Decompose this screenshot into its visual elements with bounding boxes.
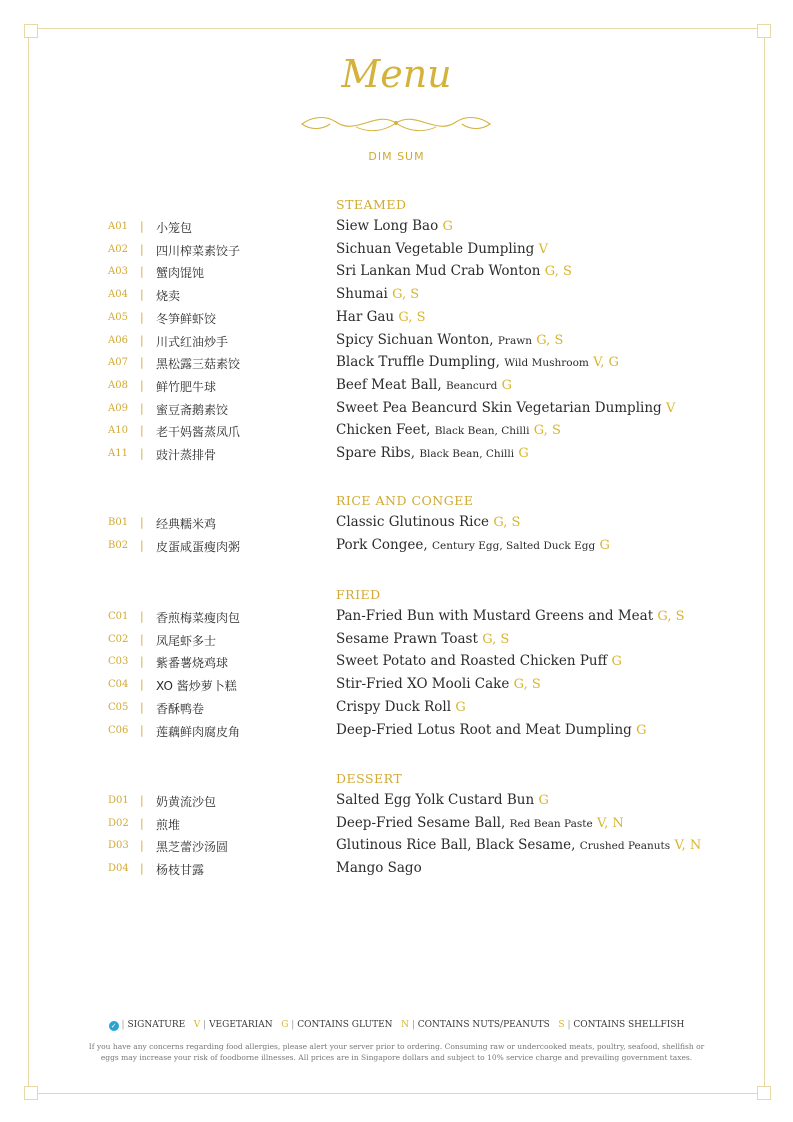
item-code: A02 [108,243,128,255]
item-name: Spare Ribs, [336,445,416,461]
item-dietary-tags: G, S [493,515,521,530]
item-chinese-name: 香酥鸭卷 [156,701,205,716]
item-name: Pan-Fried Bun with Mustard Greens and Meat [336,608,654,624]
item-english [336,218,453,234]
menu-item [0,309,793,329]
menu-item [0,377,793,397]
legend-signature: SIGNATURE [127,1020,186,1030]
menu-item [0,354,793,374]
item-description: Wild Mushroom [504,357,589,370]
item-code: A07 [108,357,128,369]
item-chinese-name: 鲜竹肥牛球 [156,379,217,394]
item-dietary-tags: V, G [593,355,619,371]
item-name: Black Truffle Dumpling, [336,354,500,371]
item-code: C04 [108,679,129,691]
separator: | [140,401,144,415]
item-name: Sweet Potato and Roasted Chicken Puff [336,653,608,670]
item-chinese-name: 香煎梅菜瘦肉包 [156,611,241,625]
item-dietary-tags: G [442,219,453,234]
flourish-icon [296,108,496,138]
item-name: Pork Congee, [336,536,428,553]
item-english [336,309,425,325]
item-name: Chicken Feet, [336,422,431,439]
item-dietary-tags: G, S [533,423,561,439]
item-name: Sesame Prawn Toast [336,630,478,647]
item-dietary-tags: G, S [544,264,572,280]
item-code: C01 [108,611,129,622]
separator: | [140,839,144,853]
section-title: FRIED [336,587,381,602]
item-dietary-tags: V [665,400,676,416]
menu-item [0,815,793,835]
menu-item [0,860,793,880]
item-chinese-name: 烧卖 [156,289,181,304]
item-name: Stir-Fried XO Mooli Cake [336,676,510,693]
section-title: STEAMED [336,197,407,212]
item-english [336,241,548,257]
item-name: Glutinous Rice Ball, Black Sesame, [336,837,576,854]
item-english [336,608,685,624]
item-name: Salted Egg Yolk Custard Bun [336,792,535,808]
item-code: C02 [108,633,129,645]
item-description: Crushed Peanuts [579,840,671,853]
item-code: D03 [108,840,129,852]
item-english [336,722,647,738]
corner-ornament [24,1086,38,1100]
item-english [336,792,549,808]
item-english [336,699,466,715]
menu-item [0,631,793,651]
item-chinese-name: 凤尾虾多士 [156,633,217,648]
separator: | [140,447,144,460]
menu-item [0,400,793,420]
item-english [336,815,624,831]
separator: | [140,333,144,347]
item-code: A09 [108,402,128,414]
item-dietary-tags: G [636,722,647,738]
item-code: A05 [108,311,128,323]
item-english [336,422,561,438]
item-code: D04 [108,863,129,875]
item-chinese-name: 蟹肉馄饨 [156,266,205,281]
item-dietary-tags: G, S [398,309,426,325]
menu-item [0,218,793,238]
item-description: Black Bean, Chilli [434,425,530,438]
separator: | [140,310,144,324]
separator: | [140,723,144,737]
item-dietary-tags: G [501,377,512,393]
legend-nuts: CONTAINS NUTS/PEANUTS [417,1020,550,1030]
item-name: Deep-Fried Lotus Root and Meat Dumpling [336,721,632,738]
item-name: Shumai [336,286,388,303]
item-dietary-tags: G, S [657,609,685,624]
item-chinese-name: 莲藕鲜肉腐皮角 [156,724,241,739]
separator: | [140,862,144,876]
item-chinese-name: 黑芝蕾沙汤圆 [156,840,229,855]
item-english [336,332,563,348]
item-chinese-name: 四川榨菜素饺子 [156,243,241,258]
item-code: A04 [108,289,128,301]
item-english [336,445,529,461]
item-chinese-name: XO 酱炒萝卜糕 [156,679,237,694]
menu-item [0,653,793,673]
separator: | [140,356,144,370]
item-code: A06 [108,334,128,346]
item-name: Classic Glutinous Rice [336,514,490,530]
item-english [336,377,512,393]
item-code: C03 [108,656,129,668]
item-description: Black Bean, Chilli [419,448,515,460]
separator: | [140,632,144,646]
item-dietary-tags: V, N [597,815,624,831]
menu-item [0,837,793,857]
item-dietary-tags: G [611,654,622,670]
menu-category: DIM SUM [368,150,425,163]
item-chinese-name: 小笼包 [156,221,193,235]
item-chinese-name: 紫番薯烧鸡球 [156,656,229,671]
item-name: Har Gau [336,308,395,325]
corner-ornament [757,1086,771,1100]
separator: | [140,378,144,392]
item-description: Beancurd [445,379,498,392]
legend-vegetarian: VEGETARIAN [209,1020,273,1030]
menu-item [0,422,793,442]
menu-item [0,537,793,557]
item-dietary-tags: V, N [674,838,702,854]
item-chinese-name: 川式红油炒手 [156,334,229,349]
item-chinese-name: 皮蛋咸蛋瘦肉粥 [156,539,241,554]
item-dietary-tags: G, S [392,287,420,303]
menu-item [0,445,793,465]
separator: | [140,700,144,714]
item-dietary-tags: G, S [536,332,564,348]
menu-item [0,792,793,812]
section-title: DESSERT [336,771,403,786]
menu-item [0,286,793,306]
item-name: Spicy Sichuan Wonton, [336,331,494,348]
menu-item [0,332,793,352]
item-code: C06 [108,724,129,736]
separator: | [140,816,144,830]
item-chinese-name: 蜜豆斋鹅素饺 [156,402,229,417]
separator: | [140,610,144,623]
item-name: Sweet Pea Beancurd Skin Vegetarian Dumpling [336,399,662,416]
separator: | [140,265,144,279]
menu-item [0,699,793,719]
check-circle-icon: ✓ [109,1021,119,1031]
legend-abbr: V [193,1020,201,1030]
item-dietary-tags: G, S [513,677,541,693]
menu-item [0,263,793,283]
item-code: A10 [108,425,128,437]
item-english [336,653,622,669]
item-dietary-tags: G [538,793,549,808]
item-chinese-name: 经典糯米鸡 [156,517,217,531]
item-dietary-tags: G [599,537,610,553]
item-name: Deep-Fried Sesame Ball, [336,814,506,831]
item-english [336,676,541,692]
corner-ornament [24,24,38,38]
item-chinese-name: 煎堆 [156,817,181,832]
item-code: A11 [108,448,128,459]
item-dietary-tags: G [455,699,466,715]
legend-abbr: N [401,1020,409,1030]
corner-ornament [757,24,771,38]
item-code: D01 [108,795,129,806]
menu-item [0,608,793,628]
item-name: Sichuan Vegetable Dumpling [336,240,535,257]
item-code: A03 [108,266,128,278]
menu-item [0,514,793,534]
separator: | [140,242,144,256]
section-title: RICE AND CONGEE [336,493,474,508]
menu-item [0,676,793,696]
item-english [336,263,572,279]
separator: | [140,538,144,552]
legend: ✓ | SIGNATURE V | VEGETARIAN G | CONTAINS GLUTEN N | CONTAINS NUTS/PEANUTS S | CONTAINS SHELLFISH [0,1020,793,1031]
item-dietary-tags: V [538,241,549,257]
page-border [28,28,765,1094]
separator: | [140,516,144,529]
item-chinese-name: 豉汁蒸排骨 [156,448,217,462]
separator: | [140,655,144,669]
separator: | [140,288,144,302]
item-english [336,514,520,530]
legend-abbr: S [558,1020,565,1030]
menu-item [0,241,793,261]
item-chinese-name: 杨枝甘露 [156,863,205,878]
legend-gluten: CONTAINS GLUTEN [297,1020,393,1030]
item-name: Mango Sago [336,860,422,877]
item-chinese-name: 奶黄流沙包 [156,795,217,809]
item-code: B01 [108,517,129,528]
item-description: Prawn [497,334,532,347]
item-english [336,537,610,553]
item-code: B02 [108,539,129,551]
separator: | [140,424,144,438]
item-english [336,400,675,416]
item-description: Red Bean Paste [509,817,593,830]
separator: | [140,678,144,692]
item-english [336,837,701,853]
item-english [336,860,422,876]
item-name: Sri Lankan Mud Crab Wonton [336,263,541,280]
item-name: Beef Meat Ball, [336,376,442,393]
item-dietary-tags: G, S [482,631,510,647]
item-code: A01 [108,221,128,232]
legend-shellfish: CONTAINS SHELLFISH [573,1020,685,1030]
item-english [336,631,509,647]
item-code: A08 [108,379,128,391]
item-dietary-tags: G [518,446,529,461]
separator: | [140,794,144,807]
item-chinese-name: 老干妈酱蒸凤爪 [156,425,241,440]
item-code: D02 [108,817,129,829]
item-english [336,286,419,302]
item-code: C05 [108,701,129,713]
item-name: Siew Long Bao [336,218,439,234]
item-chinese-name: 冬笋鲜虾饺 [156,311,217,326]
item-name: Crispy Duck Roll [336,698,452,715]
item-description: Century Egg, Salted Duck Egg [431,539,596,552]
menu-title: Menu [341,52,452,96]
legend-abbr: G [281,1020,289,1030]
menu-item [0,722,793,742]
item-english [336,354,619,370]
item-chinese-name: 黑松露三菇素饺 [156,357,241,372]
disclaimer: If you have any concerns regarding food allergies, please alert your server prior to ordering. Consuming raw or undercooked meats, poultry, seafood, shellfish or eggs may increase your risk of foodborne illnesses. All prices are in Singapore dollars and subject to 10% service charge and prevailing government taxes. [88,1042,705,1062]
separator: | [140,220,144,233]
